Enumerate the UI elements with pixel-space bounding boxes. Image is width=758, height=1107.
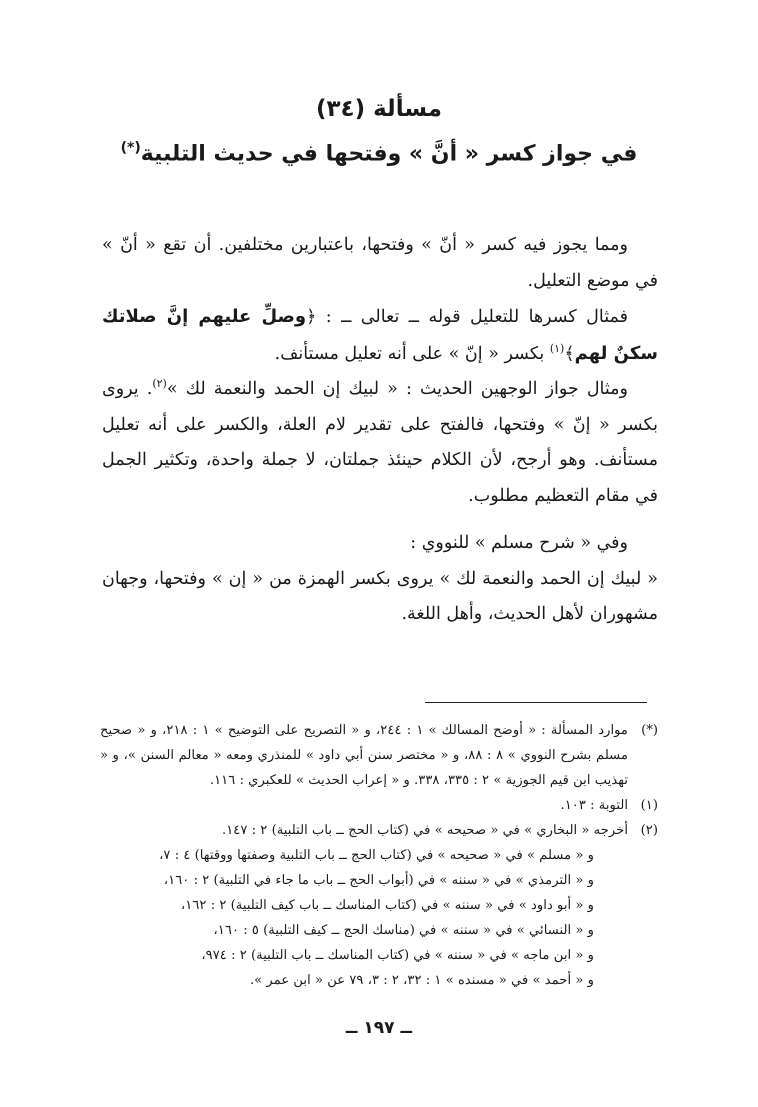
footnote-ref-1: (١) xyxy=(549,341,565,355)
main-text xyxy=(102,228,658,633)
paragraph-4: وفي « شرح مسلم » للنووي : xyxy=(410,533,628,553)
paragraph-5: « لبيك إن الحمد والنعمة لك » يروى بكسر الهمزة من « إن » وفتحها، وجهان مشهوران لأهل الحديث، وأهل اللغة. xyxy=(102,568,658,624)
paragraph-3-tail: . يروى بكسر « إنّ » وفتحها، فالفتح على تقدير لام العلة، والكسر على أنه تعليل مستأنف. وهو أرجح، لأن الكلام حينئذ جملتان، لا جملة واحدة، وتكثير الجمل في مقام التعظيم مطلوب. xyxy=(102,379,658,506)
footnote-2-line: و « ابن ماجه » في « سننه » في (كتاب المناسك ــ باب التلبية) ٢ : ٩٧٤، xyxy=(201,948,594,963)
footnote-2-line: و « الترمذي » في « سننه » في (أبواب الحج ــ باب ما جاء في التلبية) ٢ : ١٦٠، xyxy=(163,873,594,888)
quran-verse: وصلِّ عليهم إنَّ صلاتك سكنٌ لهم xyxy=(102,306,658,364)
section-subtitle xyxy=(0,140,758,166)
footnote-2-line: و « أحمد » في « مسنده » ١ : ٣٢، ٢ : ٣، ٧٩ عن « ابن عمر ». xyxy=(249,973,594,988)
section-subtitle-text: في جواز كسر « أنَّ » وفتحها في حديث التلبية xyxy=(140,141,638,167)
footnote-2-number: (٢) xyxy=(640,823,658,838)
paragraph-1: ومما يجوز فيه كسر « أنّ » وفتحها، باعتبارين مختلفين. أن تقع « أنّ » في موضع التعليل. xyxy=(102,235,658,291)
paragraph-2 xyxy=(102,299,658,372)
subtitle-footnote-mark: (*) xyxy=(120,140,141,156)
footnote-star xyxy=(100,718,658,793)
footnote-ref-2: (٢) xyxy=(152,377,167,391)
footnote-1-number: (١) xyxy=(640,798,658,813)
footnote-star-number: (*) xyxy=(641,723,658,738)
paragraph-3-lead: ومثال جواز الوجهين الحديث : « لبيك إن الحمد والنعمة لك » xyxy=(166,379,628,399)
section-title: مسألة (٣٤) xyxy=(316,96,442,122)
footnote-2-line: و « النسائي » في « سننه » في (مناسك الحج ــ كيف التلبية) ٥ : ١٦٠، xyxy=(213,923,594,938)
footnote-2-line: و « مسلم » في « صحيحه » في (كتاب الحج ــ باب التلبية وصفتها ووقتها) ٤ : ٧، xyxy=(159,848,594,863)
footnote-2-text: أخرجه « البخاري » في « صحيحه » في (كتاب الحج ــ باب التلبية) ٢ : ١٤٧. xyxy=(222,823,628,838)
footnote-star-text: موارد المسألة : « أوضح المسالك » ١ : ٢٤٤، و « التصريح على التوضيح » ١ : ٢١٨، و « صحيح مسلم بشرح النووي » ٨ : ٨٨، و « مختصر سنن أبي داود » للمنذري ومعه « معالم السنن »، و « تهذيب ابن قيم الجوزية » ٢ : ٣٣٥، ٣٣٨. و « إعراب الحديث » للعكبري : ١١٦. xyxy=(100,723,629,788)
footnote-1-text: التوبة : ١٠٣. xyxy=(560,798,628,813)
footnotes xyxy=(100,718,658,993)
footnote-2 xyxy=(100,818,658,993)
footnote-1 xyxy=(100,793,658,818)
paragraph-2-lead: فمثال كسرها للتعليل قوله ــ تعالى ــ : ﴿ xyxy=(306,307,628,327)
paragraph-3 xyxy=(102,372,658,514)
footnote-divider xyxy=(425,702,647,703)
quran-close-bracket: ﴾ xyxy=(564,343,575,364)
paragraph-2-tail: بكسر « إنّ » على أنه تعليل مستأنف. xyxy=(274,343,550,364)
footnote-2-line: و « أبو داود » في « سننه » في (كتاب المناسك ــ باب كيف التلبية) ٢ : ١٦٢، xyxy=(181,898,594,913)
page-number: ــ ١٩٧ ــ xyxy=(345,1018,413,1038)
